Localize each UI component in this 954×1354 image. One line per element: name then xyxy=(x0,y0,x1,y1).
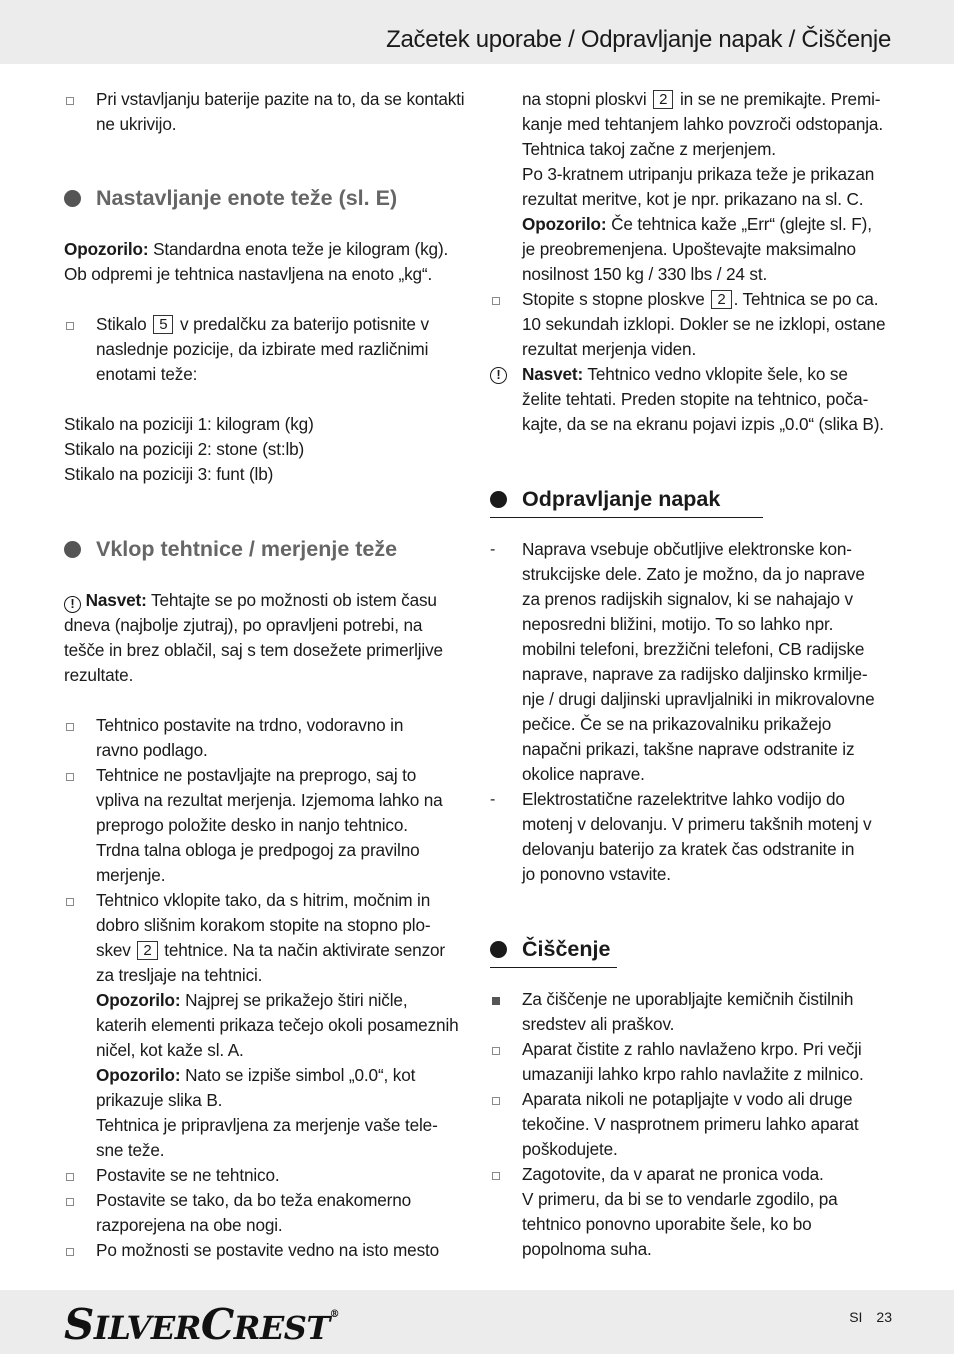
logo-part: ® xyxy=(329,1309,340,1320)
text-line: jo ponovno vstavite. xyxy=(522,864,671,884)
text-line: Stikalo na poziciji 3: funt (lb) xyxy=(64,464,274,484)
heading-text: Nastavljanje enote teže (sl. E) xyxy=(96,186,398,210)
bullet-checkbox-icon xyxy=(66,322,74,330)
logo-part: ILVER xyxy=(93,1309,201,1347)
warning-icon: ! xyxy=(64,596,81,613)
text-line xyxy=(522,287,878,312)
text-line: za prenos radijskih signalov, ki se nahajajo v xyxy=(522,589,853,609)
ref-box: 5 xyxy=(153,315,173,334)
ref-box: 2 xyxy=(653,90,673,109)
text-line: 10 sekundah izklopi. Dokler se ne izklopi, ostane xyxy=(522,314,886,334)
text-line: katerih elementi prikaza tečejo okoli posameznih xyxy=(96,1015,459,1035)
label-opozorilo: Opozorilo: xyxy=(522,214,607,234)
text-line: mobilni telefoni, brezžični telefoni, CB radijske xyxy=(522,639,865,659)
text-span: Če tehtnica kaže „Err“ (glejte sl. F), xyxy=(611,214,872,234)
text-line: popolnoma suha. xyxy=(522,1239,652,1259)
text-span: Standardna enota teže je kilogram (kg). xyxy=(153,239,449,259)
label-opozorilo: Opozorilo: xyxy=(96,990,181,1010)
text-line xyxy=(522,362,848,387)
page-title: Začetek uporabe / Odpravljanje napak / Čiščenje xyxy=(386,26,891,53)
label-nasvet: Nasvet: xyxy=(522,364,584,384)
text-line: ničel, kot kaže sl. A. xyxy=(96,1040,244,1060)
text-span: na stopni ploskvi xyxy=(522,89,647,109)
heading-text: Vklop tehtnice / merjenje teže xyxy=(96,537,398,561)
logo-part: REST xyxy=(233,1309,330,1347)
page-header xyxy=(0,0,954,64)
text-line: delovanju baterijo za kratek čas odstranite in xyxy=(522,839,855,859)
label-opozorilo: Opozorilo: xyxy=(96,1065,181,1085)
text-line: rezultat meritve, kot je npr. prikazano na sl. C. xyxy=(522,189,864,209)
ref-box: 2 xyxy=(711,290,731,309)
page-info xyxy=(849,1309,892,1325)
logo-part: S xyxy=(64,1300,94,1349)
text-line: umazaniji lahko krpo rahlo navlažite z milnico. xyxy=(522,1064,864,1084)
text-line: Postavite se ne tehtnico. xyxy=(96,1165,280,1185)
text-span: in se ne premikajte. Premi- xyxy=(680,89,881,109)
text-line: dneva (najbolje zjutraj), po opravljeni potrebi, na xyxy=(64,615,423,635)
bullet-dot-icon xyxy=(64,541,81,558)
text-line xyxy=(96,938,445,963)
text-line: nosilnost 150 kg / 330 lbs / 24 st. xyxy=(522,264,768,284)
text-line: je preobremenjena. Upoštevajte maksimalno xyxy=(522,239,856,259)
label-opozorilo: Opozorilo: xyxy=(64,239,149,259)
bullet-checkbox-icon xyxy=(66,1173,74,1181)
text-line: pečice. Če se na prikazovalniku prikažejo xyxy=(522,714,832,734)
bullet-dot-icon xyxy=(490,941,507,958)
text-span: tehtnice. Na ta način aktivirate senzor xyxy=(164,940,445,960)
text-line: V primeru, da bi se to vendarle zgodilo, pa xyxy=(522,1189,838,1209)
text-line: enotami teže: xyxy=(96,364,198,384)
label-nasvet: Nasvet: xyxy=(85,590,147,610)
page-footer xyxy=(0,1290,954,1354)
text-line: prikazuje slika B. xyxy=(96,1090,223,1110)
bullet-checkbox-icon xyxy=(492,1172,500,1180)
text-line: ne ukrivijo. xyxy=(96,114,177,134)
text-line: tešče in brez oblačil, saj s tem dosežete primerljive xyxy=(64,640,443,660)
dash-bullet: - xyxy=(490,791,496,808)
text-span: v predalčku za baterijo potisnite v xyxy=(180,314,429,334)
text-line: naslednje pozicije, da izbirate med različnimi xyxy=(96,339,429,359)
bullet-checkbox-icon xyxy=(492,1047,500,1055)
text-span: Tehtnico vedno vklopite šele, ko se xyxy=(587,364,848,384)
text-line: dobro slišnim korakom stopite na stopno plo- xyxy=(96,915,431,935)
text-line: Stikalo na poziciji 2: stone (st:lb) xyxy=(64,439,305,459)
text-line: rezultate. xyxy=(64,665,134,685)
text-line xyxy=(96,988,407,1013)
text-line xyxy=(64,588,437,613)
heading-underline xyxy=(490,517,763,518)
text-span: Stopite s stopne ploskve xyxy=(522,289,705,309)
text-line: Elektrostatične razelektritve lahko vodijo do xyxy=(522,789,845,809)
bullet-checkbox-icon xyxy=(66,1248,74,1256)
text-line: tehtnico ponovno uporabite šele, ko bo xyxy=(522,1214,812,1234)
language-code: SI xyxy=(849,1309,863,1325)
text-line: strukcijske dele. Zato je možno, da jo naprave xyxy=(522,564,865,584)
text-span: Tehtajte se po možnosti ob istem času xyxy=(151,590,437,610)
text-span: Najprej se prikažejo štiri ničle, xyxy=(185,990,408,1010)
logo-part: C xyxy=(200,1300,234,1349)
text-line: ravno podlago. xyxy=(96,740,208,760)
text-line: Tehtnica takoj začne z merjenjem. xyxy=(522,139,776,159)
text-line: sne teže. xyxy=(96,1140,165,1160)
text-line: kajte, da se na ekranu pojavi izpis „0.0“ (slika B). xyxy=(522,414,884,434)
bullet-checkbox-icon xyxy=(66,723,74,731)
text-line: Tehtnico vklopite tako, da s hitrim, močnim in xyxy=(96,890,431,910)
text-line: naprave, naprave za radijsko daljinsko krmilje- xyxy=(522,664,868,684)
ref-box: 2 xyxy=(137,941,157,960)
text-span: Nato se izpiše simbol „0.0“, kot xyxy=(185,1065,416,1085)
text-line: za tresljaje na tehtnici. xyxy=(96,965,263,985)
text-line: tekočine. V nasprotnem primeru lahko aparat xyxy=(522,1114,859,1134)
text-line: Trdna talna obloga je predpogoj za pravilno xyxy=(96,840,420,860)
text-line: Ob odpremi je tehtnica nastavljena na enoto „kg“. xyxy=(64,264,433,284)
text-line xyxy=(64,237,448,262)
heading-text: Čiščenje xyxy=(522,937,611,961)
text-span: . Tehtnica se po ca. xyxy=(733,289,879,309)
bullet-checkbox-icon xyxy=(66,97,74,105)
text-line: Stikalo na poziciji 1: kilogram (kg) xyxy=(64,414,314,434)
text-line: merjenje. xyxy=(96,865,166,885)
warning-icon: ! xyxy=(490,367,507,384)
text-line xyxy=(522,212,872,237)
text-line: poškodujete. xyxy=(522,1139,618,1159)
text-line xyxy=(96,1063,415,1088)
bullet-dot-icon xyxy=(64,190,81,207)
text-line: Po 3-kratnem utripanju prikaza teže je prikazan xyxy=(522,164,875,184)
bullet-checkbox-icon xyxy=(66,898,74,906)
text-line: Aparata nikoli ne potapljajte v vodo ali druge xyxy=(522,1089,853,1109)
text-line: neposredni bližini, motijo. To so lahko npr. xyxy=(522,614,834,634)
text-line: Aparat čistite z rahlo navlaženo krpo. Pri večji xyxy=(522,1039,862,1059)
text-line: rezultat merjenja viden. xyxy=(522,339,697,359)
heading-text: Odpravljanje napak xyxy=(522,487,721,511)
text-line: okolice naprave. xyxy=(522,764,645,784)
text-span: skev xyxy=(96,940,131,960)
text-line: nje / drugi daljinski upravljalniki in mikrovalovne xyxy=(522,689,875,709)
bullet-checkbox-icon xyxy=(492,297,500,305)
bullet-checkbox-icon xyxy=(66,773,74,781)
text-line: Po možnosti se postavite vedno na isto mesto xyxy=(96,1240,440,1260)
text-line: Zagotovite, da v aparat ne pronica voda. xyxy=(522,1164,824,1184)
bullet-square-filled-icon xyxy=(492,997,500,1005)
text-line: Tehtnice ne postavljajte na preprogo, saj to xyxy=(96,765,417,785)
text-line: preprogo položite desko in nanjo tehtnico. xyxy=(96,815,408,835)
heading-underline xyxy=(490,967,617,968)
bullet-dot-icon xyxy=(490,491,507,508)
bullet-checkbox-icon xyxy=(492,1097,500,1105)
text-line: Tehtnico postavite na trdno, vodoravno in xyxy=(96,715,404,735)
text-line: napačni prikazi, takšne naprave odstranite iz xyxy=(522,739,855,759)
dash-bullet: - xyxy=(490,541,496,558)
text-line xyxy=(522,87,880,112)
text-line: Postavite se tako, da bo teža enakomerno xyxy=(96,1190,412,1210)
text-line: vpliva na rezultat merjenja. Izjemoma lahko na xyxy=(96,790,443,810)
text-line: razporejena na obe nogi. xyxy=(96,1215,283,1235)
page-number: 23 xyxy=(876,1309,892,1325)
text-span: Stikalo xyxy=(96,314,147,334)
text-line: Tehtnica je pripravljena za merjenje vaše tele- xyxy=(96,1115,438,1135)
brand-logo xyxy=(64,1300,339,1349)
text-line: kanje med tehtanjem lahko povzroči odstopanja. xyxy=(522,114,883,134)
bullet-checkbox-icon xyxy=(66,1198,74,1206)
text-line: želite tehtati. Preden stopite na tehtnico, poča- xyxy=(522,389,869,409)
text-line: sredstev ali praškov. xyxy=(522,1014,675,1034)
text-line xyxy=(96,312,429,337)
text-line: motenj v delovanju. V primeru takšnih motenj v xyxy=(522,814,872,834)
text-line: Za čiščenje ne uporabljajte kemičnih čistilnih xyxy=(522,989,854,1009)
text-line: Naprava vsebuje občutljive elektronske kon- xyxy=(522,539,852,559)
text-line: Pri vstavljanju baterije pazite na to, da se kontakti xyxy=(96,89,465,109)
